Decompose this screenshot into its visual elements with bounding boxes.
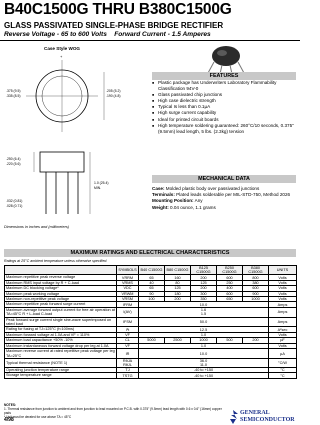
unit-cell: °C/W bbox=[269, 358, 297, 367]
unit-cell: Amps bbox=[269, 307, 297, 317]
weight-label: Weight: bbox=[152, 204, 169, 210]
value-cell: 90 bbox=[139, 291, 165, 296]
unit-cell: Volts bbox=[269, 297, 297, 302]
symbol-cell: VRWM bbox=[117, 291, 139, 296]
unit-cell: Volts bbox=[269, 332, 297, 337]
value-cell: 125 bbox=[165, 286, 191, 291]
value-cell: 40 bbox=[139, 280, 165, 285]
symbol-cell: TJ bbox=[117, 367, 139, 372]
forward-current-value: - 1.5 Amperes bbox=[167, 31, 211, 38]
parameter-cell: Typical thermal resistance (NOTE 1) bbox=[5, 358, 117, 367]
parameter-cell: Peak forward surge current single sine-wave superimposed on rated load bbox=[5, 317, 117, 327]
terminals-text: Plated leads solderable per MIL-STD-750, Method 2026 bbox=[176, 192, 291, 198]
column-header: SYMBOLS bbox=[117, 266, 139, 275]
symbol-cell: I(AV) bbox=[117, 307, 139, 317]
column-header: UNITS bbox=[269, 266, 297, 275]
table-row bbox=[5, 275, 297, 280]
parameter-cell: Operating junction temperature range bbox=[5, 367, 117, 372]
brand-name-line2: SEMICONDUCTOR bbox=[240, 417, 295, 423]
value-cell: 160 bbox=[165, 275, 191, 280]
page-title: B40C1500G THRU B380C1500G bbox=[4, 1, 232, 18]
value-cell: 12.5 bbox=[139, 327, 269, 332]
parameter-cell: Maximum repetitive peak forward surge current bbox=[5, 302, 117, 307]
svg-text:.190 (4.8): .190 (4.8) bbox=[106, 94, 121, 98]
value-cell: 600 bbox=[217, 291, 243, 296]
table-row bbox=[5, 280, 297, 285]
svg-text:MIN.: MIN. bbox=[94, 186, 102, 190]
unit-cell: Volts bbox=[269, 291, 297, 296]
value-cell: 400 bbox=[217, 286, 243, 291]
rating-line bbox=[4, 31, 211, 38]
parameter-cell: Maximum forward voltage at 1.0A and VF = 110% bbox=[5, 332, 117, 337]
value-cell: 300 bbox=[191, 291, 217, 296]
value-cell: 600 bbox=[217, 275, 243, 280]
table-row bbox=[5, 317, 297, 327]
parameter-cell: Maximum non-repetitive peak voltage bbox=[5, 297, 117, 302]
ratings-note: Ratings at 25°C ambient temperature unless otherwise specified. bbox=[4, 259, 108, 263]
column-header: B380 C1500G bbox=[243, 266, 269, 275]
svg-text:.028 (0.71): .028 (0.71) bbox=[6, 204, 23, 208]
value-cell: 80 bbox=[165, 280, 191, 285]
symbol-cell: IFRM bbox=[117, 302, 139, 307]
parameter-cell: Maximum DC blocking voltage* bbox=[5, 286, 117, 291]
value-cell: 1000 bbox=[243, 297, 269, 302]
symbol-cell: CL bbox=[117, 338, 139, 343]
unit-cell: °C bbox=[269, 373, 297, 378]
features-heading: FEATURES bbox=[152, 72, 296, 80]
value-cell: 200 bbox=[165, 297, 191, 302]
mounting-text: Any bbox=[194, 198, 203, 204]
value-cell: 10.0 bbox=[139, 349, 269, 359]
value-cell: 1000 bbox=[191, 338, 217, 343]
svg-text:+: + bbox=[60, 54, 63, 59]
unit-cell: Amps bbox=[269, 302, 297, 307]
note-line: 1. Thermal resistance from junction to ambient and from junction to lead mounted on P.C.B. with 0.375" (9.5mm) lead length with 0.6 x 0.6" (16mm) copper pads bbox=[4, 406, 222, 415]
unit-cell: Volts bbox=[269, 275, 297, 280]
note-line: * Unit must be derated for use above TA = 45°C bbox=[4, 414, 72, 419]
package-photo bbox=[196, 44, 256, 74]
value-cell: 180 bbox=[165, 291, 191, 296]
unit-cell: µF bbox=[269, 338, 297, 343]
parameter-cell: Storage temperature range bbox=[5, 373, 117, 378]
svg-text:.220 (5.6): .220 (5.6) bbox=[6, 162, 21, 166]
parameter-cell: Maximum peak working voltage bbox=[5, 291, 117, 296]
parameter-cell: Maximum RMS input voltage by R + C-load bbox=[5, 280, 117, 285]
parameter-cell: Rating for fusing at TJ=125°C (t<100ms) bbox=[5, 327, 117, 332]
unit-cell: µA bbox=[269, 349, 297, 359]
column-header: B125 C1500G bbox=[191, 266, 217, 275]
value-cell: 5000 bbox=[139, 338, 165, 343]
svg-text:.205 (5.2): .205 (5.2) bbox=[106, 89, 121, 93]
parameter-cell: Maximum instantaneous forward voltage drop per leg at 1.0A bbox=[5, 343, 117, 348]
general-semiconductor-logo-icon bbox=[228, 410, 238, 424]
dimensions-note: Dimensions in inches and (millimeters) bbox=[4, 225, 69, 229]
value-cell: 50.0 bbox=[139, 317, 269, 327]
feature-item: ■ Plastic package has Underwriters Laboratory Flammability Classification 94V-0 bbox=[152, 80, 296, 92]
symbol-cell: VDC bbox=[117, 286, 139, 291]
reverse-voltage-value: - 65 to 600 Volts bbox=[56, 31, 107, 38]
value-cell: 380 bbox=[243, 280, 269, 285]
symbol-cell: VRSM bbox=[117, 297, 139, 302]
feature-item: ■ Typical Is less than 0.1µA bbox=[152, 104, 296, 110]
unit-cell: Volts bbox=[269, 286, 297, 291]
terminals-label: Terminals: bbox=[152, 192, 175, 198]
parameter-cell: Maximum average forward output current for free air operation at TA=45°C R + L-load C-load bbox=[6, 307, 115, 317]
symbol-cell: IFSM bbox=[117, 317, 139, 327]
value-cell: 36.0 11.0 bbox=[139, 358, 269, 367]
value-cell: 1.6 1.5 bbox=[139, 307, 269, 317]
svg-text:1.0 (25.4): 1.0 (25.4) bbox=[94, 181, 109, 185]
feature-item: ■ High surge current capability bbox=[152, 110, 296, 116]
table-row bbox=[5, 297, 297, 302]
value-cell: 1.0 bbox=[139, 332, 269, 337]
parameter-cell: Maximum load capacitance +50% -10% bbox=[5, 338, 117, 343]
symbol-cell: I²t bbox=[117, 327, 139, 332]
table-row bbox=[5, 291, 297, 296]
value-cell: 10.0 bbox=[139, 302, 269, 307]
table-header-row bbox=[5, 266, 297, 275]
unit-cell: Amps bbox=[269, 317, 297, 327]
value-cell: 900 bbox=[243, 291, 269, 296]
value-cell: 650 bbox=[217, 297, 243, 302]
page-number: 4/98 bbox=[4, 417, 14, 423]
mechanical-data bbox=[152, 186, 296, 211]
forward-current-label: Forward Current bbox=[114, 31, 166, 38]
symbol-cell: RθJA RθJL bbox=[117, 358, 139, 367]
table-row bbox=[5, 349, 297, 359]
table-row bbox=[5, 373, 297, 378]
feature-item: ■ Ideal for printed circuit boards bbox=[152, 117, 296, 123]
value-cell: 65 bbox=[139, 286, 165, 291]
notes bbox=[4, 404, 224, 420]
feature-item: ■ Glass passivated chip junctions bbox=[152, 92, 296, 98]
unit-cell: Volts bbox=[269, 343, 297, 348]
value-cell: 800 bbox=[243, 275, 269, 280]
symbol-cell: VF bbox=[117, 343, 139, 348]
value-cell: 250 bbox=[217, 280, 243, 285]
table-row bbox=[5, 286, 297, 291]
column-header bbox=[5, 266, 117, 275]
symbol-cell: VF bbox=[117, 332, 139, 337]
symbol-cell: VRRM bbox=[117, 275, 139, 280]
feature-item: ■ High temperature soldering guaranteed: 260°C/10 seconds, 0.375" (9.5mm) lead length, 5 lbs. (2.3kg) tension bbox=[152, 123, 296, 135]
symbol-cell: VRMS bbox=[117, 280, 139, 285]
parameter-cell: Maximum reverse current at rated repetitive peak voltage per leg TA=25°C bbox=[6, 349, 115, 358]
notes-label: NOTES: bbox=[4, 403, 17, 407]
ratings-heading: MAXIMUM RATINGS AND ELECTRICAL CHARACTERISTICS bbox=[4, 249, 296, 257]
value-cell: 500 bbox=[217, 338, 243, 343]
reverse-voltage-label: Reverse Voltage bbox=[4, 31, 56, 38]
svg-text:.335 (8.5): .335 (8.5) bbox=[6, 94, 21, 98]
mounting-label: Mounting Position: bbox=[152, 198, 194, 204]
unit-cell: A²sec bbox=[269, 327, 297, 332]
value-cell: 200 bbox=[191, 275, 217, 280]
column-header: B40 C1500G bbox=[139, 266, 165, 275]
case-style-label: Case Style WOG bbox=[44, 46, 80, 51]
value-cell: 200 bbox=[243, 338, 269, 343]
value-cell: 600 bbox=[243, 286, 269, 291]
case-label: Case: bbox=[152, 186, 165, 191]
table-row bbox=[5, 338, 297, 343]
ratings-table bbox=[4, 265, 297, 379]
value-cell: 1.0 bbox=[139, 343, 269, 348]
features-list bbox=[152, 80, 296, 135]
table-row bbox=[5, 358, 297, 367]
value-cell: 65 bbox=[139, 275, 165, 280]
value-cell: 350 bbox=[191, 297, 217, 302]
column-header: B80 C1500G bbox=[165, 266, 191, 275]
header-rule bbox=[0, 40, 300, 41]
symbol-cell: TSTG bbox=[117, 373, 139, 378]
weight-text: 0.04 ounce, 1.1 grams bbox=[170, 204, 216, 210]
unit-cell: Volts bbox=[269, 280, 297, 285]
svg-text:.375 (9.5): .375 (9.5) bbox=[6, 89, 21, 93]
feature-item: ■ High case dielectric strength bbox=[152, 98, 296, 104]
brand-name-line1: GENERAL bbox=[240, 410, 270, 416]
case-text: Molded plastic body over passivated junctions bbox=[165, 186, 260, 191]
value-cell: 100 bbox=[139, 297, 165, 302]
value-cell: 200 bbox=[191, 286, 217, 291]
package-outline-drawing bbox=[4, 52, 148, 222]
unit-cell: °C bbox=[269, 367, 297, 372]
svg-text:.250 (6.4): .250 (6.4) bbox=[6, 157, 21, 161]
mechanical-data-heading: MECHANICAL DATA bbox=[152, 175, 296, 183]
parameter-cell: Maximum repetitive peak reverse voltage bbox=[5, 275, 117, 280]
symbol-cell: IR bbox=[117, 349, 139, 359]
value-cell: -40 to +150 bbox=[139, 373, 269, 378]
svg-text:.032 (0.81): .032 (0.81) bbox=[6, 199, 23, 203]
table-row bbox=[5, 307, 297, 317]
value-cell: 2500 bbox=[165, 338, 191, 343]
value-cell: 125 bbox=[191, 280, 217, 285]
page-subtitle: GLASS PASSIVATED SINGLE-PHASE BRIDGE RECTIFIER bbox=[4, 21, 224, 30]
column-header: B250 C1500G bbox=[217, 266, 243, 275]
value-cell: -40 to +150 bbox=[139, 367, 269, 372]
